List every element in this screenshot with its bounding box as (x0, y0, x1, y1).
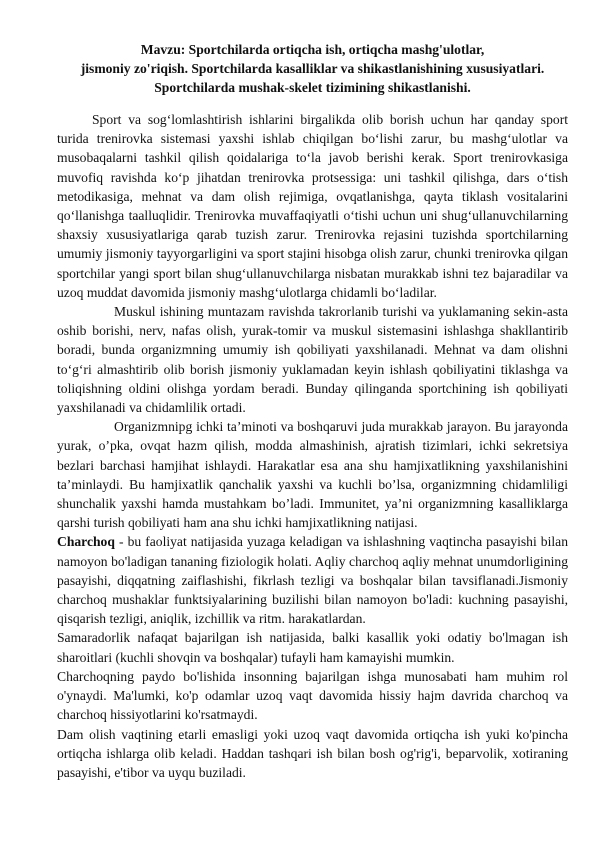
paragraph-muscle-work: Muskul ishining muntazam ravishda takrorlanib turishi va yuklamaning sekin-asta oshib borishi, nerv, nafas olish, yurak-tomir va muskul sistemasini ishlashga shakllantirib boradi, bunda organizmning umumiy ish qobiliyati yaxshilanadi. Mehnat va dam olishni to‘g‘ri almashtirib olib borish jismoniy yuklamadan keyin ishlash qobiliyatini tiklashga va toliqishning oldini olishga yordam beradi. Bunday qilinganda sportchining ish qobiliyati yaxshilanadi va chidamlilik ortadi. (57, 304, 568, 416)
term-charchoq: Charchoq (57, 534, 115, 550)
title-spacer (57, 97, 568, 110)
document-title (57, 40, 568, 97)
fatigue-definition-text: - bu faoliyat natijasida yuzaga keladigan va ishlashning vaqtincha pasayishi bilan namoyon bo'ladigan tananing fiziologik holati. Aqliy charchoq aqliy mehnat unumdorligining pasayishi, diqqatning zaiflashishi, fikrlash tezligi va boshqalar bilan tavsiflanadi.Jismoniy charchoq mushaklar funktsiyalarining buzilishi bilan namoyon bo'ladi: kuchning pasayishi, qisqarish tezligi, aniqlik, izchillik va ritm. harakatlardan. (57, 534, 568, 627)
paragraph-fatigue-definition (57, 532, 568, 628)
title-line: jismoniy zo'riqish. Sportchilarda kasalliklar va shikastlanishining xususiyatlari. (80, 61, 545, 76)
paragraph-rest-time: Dam olish vaqtining etarli emasligi yoki uzoq vaqt davomida ortiqcha ish yuki ko'pincha ortiqcha ishlarga olib keladi. Haddan tashqari ish bilan bosh og'rig'i, beparvolik, xotiraning pasayishi, e'tibor va uyqu buziladi. (57, 726, 568, 780)
paragraph-training-system: Sport va sog‘lomlashtirish ishlarini birgalikda olib borish uchun har qanday sport turida trenirovka sistemasi yaxshi ishlab chiqilgan bo‘lishi zarur, bu mashg‘ulotlar va musobaqalarni tashkil qilish qoidalariga to‘la javob berishi kerak. Sport trenirovkasiga muvofiq ravishda ko‘p jihatdan trenirovka protsessiga: uni tashkil qilishga, dars o‘tish metodikasiga, mehnat va dam olish rejimiga, ovqatlanishga, qayta tiklash vositalarini qo‘llanishga taalluqlidir. Trenirovka muvaffaqiyatli o‘tishi uchun uni shug‘ullanuvchilarning shaxsiy xususiyatlariga qarab tuzish zarur. Trenirovka rejasini tuzishda sportchilarning umumiy jismoniy tayyorgarligini va sport stajini hisobga olish zarur, chunki trenirovka qilgan sportchilar yangi sport bilan shug‘ullanuvchilarga nisbatan murakkab ishni tez bajaradilar va uzoq muddat davomida jismoniy mashg‘ulotlarga chidamli bo‘ladilar. (57, 112, 568, 300)
document-page (57, 40, 568, 782)
paragraph-organism-regulation: Organizmnipg ichki ta’minoti va boshqaruvi juda murakkab jarayon. Bu jarayonda yurak, o’pka, ovqat hazm qilish, modda almashinish, ajratish tizimlari, ichki sekretsiya bezlari barchasi hamjihat ishlaydi. Harakatlar esa ana shu hamjixatlikning yaxshilanishini ta’minlaydi. Bu hamjixatlik qanchalik yaxshi va kuchli bo’lsa, organizmning chidamliligi shunchalik yaxshi hamda mustahkam bo’ladi. Immunitet, ya’ni organizmning kasalliklarga qarshi turish qobiliyati ham ana shu ichki hamjixatlikning natijasi. (57, 419, 568, 531)
paragraph-efficiency: Samaradorlik nafaqat bajarilgan ish natijasida, balki kasallik yoki odatiy bo'lmagan ish sharoitlari (kuchli shovqin va boshqalar) tufayli ham kamayishi mumkin. (57, 630, 568, 665)
paragraph-attitude: Charchoqning paydo bo'lishida insonning bajarilgan ishga munosabati ham muhim rol o'ynaydi. Ma'lumki, ko'p odamlar uzoq vaqt davomida hissiy hajm davrida charchoq va charchoq hissiyotlarini ko'rsatmaydi. (57, 668, 568, 723)
title-line: Mavzu: Sportchilarda ortiqcha ish, ortiqcha mashg'ulotlar, (140, 42, 485, 57)
title-line: Sportchilarda mushak-skelet tizimining shikastlanishi. (154, 80, 471, 95)
